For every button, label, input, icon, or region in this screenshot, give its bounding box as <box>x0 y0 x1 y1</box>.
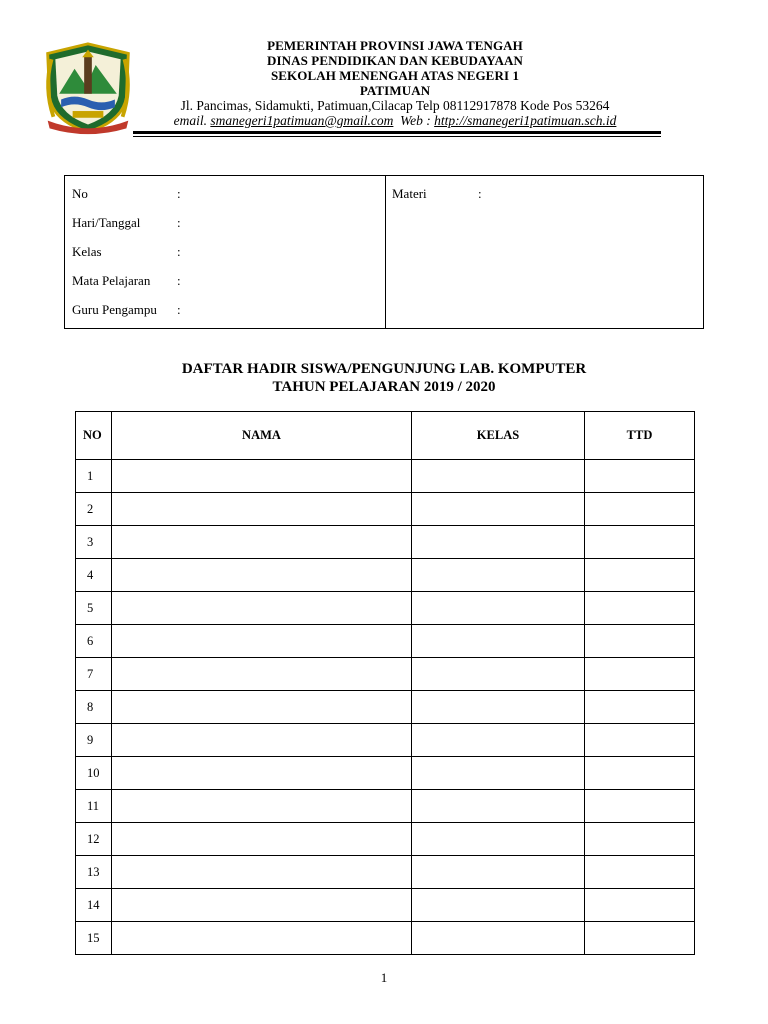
kelas-cell[interactable] <box>412 757 585 790</box>
field-materi <box>392 186 482 202</box>
nama-cell[interactable] <box>112 625 412 658</box>
header-no: NO <box>76 412 112 460</box>
kelas-cell[interactable] <box>412 691 585 724</box>
attendance-table <box>75 411 695 955</box>
row-number-cell: 9 <box>76 724 112 757</box>
letterhead-line-3: SEKOLAH MENENGAH ATAS NEGERI 1 <box>270 68 520 83</box>
kelas-cell[interactable] <box>412 724 585 757</box>
nama-cell[interactable] <box>112 922 412 955</box>
nama-cell[interactable] <box>112 592 412 625</box>
nama-cell[interactable] <box>112 856 412 889</box>
kelas-cell[interactable] <box>412 460 585 493</box>
letterhead-divider-thick <box>133 131 661 134</box>
table-row <box>76 592 695 625</box>
nama-cell[interactable] <box>112 790 412 823</box>
field-separator: : <box>177 186 181 201</box>
table-row <box>76 757 695 790</box>
table-row <box>76 724 695 757</box>
title-line-1: DAFTAR HADIR SISWA/PENGUNJUNG LAB. KOMPUTER <box>181 361 587 377</box>
row-number-cell: 12 <box>76 823 112 856</box>
row-number-cell: 5 <box>76 592 112 625</box>
nama-cell[interactable] <box>112 493 412 526</box>
header-ttd: TTD <box>585 412 695 460</box>
page-number: 1 <box>380 970 388 985</box>
row-number-cell: 4 <box>76 559 112 592</box>
kelas-cell[interactable] <box>412 493 585 526</box>
web-link[interactable]: http://smanegeri1patimuan.sch.id <box>434 113 617 128</box>
row-number-cell: 15 <box>76 922 112 955</box>
letterhead <box>130 38 660 128</box>
nama-cell[interactable] <box>112 691 412 724</box>
kelas-cell[interactable] <box>412 790 585 823</box>
info-box-divider <box>385 176 386 328</box>
header-nama: NAMA <box>112 412 412 460</box>
letterhead-line-1: PEMERINTAH PROVINSI JAWA TENGAH <box>267 38 523 53</box>
province-emblem-logo <box>40 40 136 136</box>
ttd-cell[interactable] <box>585 493 695 526</box>
field-label: Mata Pelajaran <box>72 273 151 288</box>
nama-cell[interactable] <box>112 658 412 691</box>
table-row <box>76 790 695 823</box>
kelas-cell[interactable] <box>412 625 585 658</box>
ttd-cell[interactable] <box>585 856 695 889</box>
ttd-cell[interactable] <box>585 790 695 823</box>
table-row <box>76 889 695 922</box>
field-mata-pelajaran <box>72 273 181 289</box>
kelas-cell[interactable] <box>412 889 585 922</box>
nama-cell[interactable] <box>112 724 412 757</box>
ttd-cell[interactable] <box>585 724 695 757</box>
table-row <box>76 658 695 691</box>
kelas-cell[interactable] <box>412 658 585 691</box>
table-row <box>76 823 695 856</box>
field-separator: : <box>177 215 181 230</box>
letterhead-line-4: PATIMUAN <box>359 83 431 98</box>
ttd-cell[interactable] <box>585 691 695 724</box>
table-row <box>76 493 695 526</box>
ttd-cell[interactable] <box>585 559 695 592</box>
nama-cell[interactable] <box>112 757 412 790</box>
ttd-cell[interactable] <box>585 823 695 856</box>
nama-cell[interactable] <box>112 823 412 856</box>
table-row <box>76 460 695 493</box>
email-link[interactable]: smanegeri1patimuan@gmail.com <box>210 113 394 128</box>
table-header-row <box>76 412 695 460</box>
letterhead-contact <box>130 113 660 128</box>
field-label: Guru Pengampu <box>72 302 157 317</box>
field-label: No <box>72 186 88 201</box>
attendance-table-body <box>76 460 695 955</box>
nama-cell[interactable] <box>112 460 412 493</box>
table-row <box>76 625 695 658</box>
ttd-cell[interactable] <box>585 460 695 493</box>
kelas-cell[interactable] <box>412 592 585 625</box>
table-row <box>76 922 695 955</box>
field-kelas <box>72 244 181 260</box>
field-guru-pengampu <box>72 302 181 318</box>
row-number-cell: 2 <box>76 493 112 526</box>
web-label: Web : <box>400 113 431 128</box>
email-label: email. <box>173 113 207 128</box>
row-number-cell: 3 <box>76 526 112 559</box>
header-kelas: KELAS <box>412 412 585 460</box>
field-separator: : <box>478 186 482 201</box>
nama-cell[interactable] <box>112 889 412 922</box>
nama-cell[interactable] <box>112 559 412 592</box>
kelas-cell[interactable] <box>412 922 585 955</box>
field-label: Kelas <box>72 244 102 259</box>
kelas-cell[interactable] <box>412 526 585 559</box>
ttd-cell[interactable] <box>585 658 695 691</box>
row-number-cell: 7 <box>76 658 112 691</box>
row-number-cell: 11 <box>76 790 112 823</box>
kelas-cell[interactable] <box>412 823 585 856</box>
field-hari-tanggal <box>72 215 181 231</box>
letterhead-line-2: DINAS PENDIDIKAN DAN KEBUDAYAAN <box>266 53 524 68</box>
row-number-cell: 1 <box>76 460 112 493</box>
ttd-cell[interactable] <box>585 625 695 658</box>
title-line-2: TAHUN PELAJARAN 2019 / 2020 <box>272 379 496 395</box>
attendance-title <box>64 360 704 396</box>
ttd-cell[interactable] <box>585 592 695 625</box>
field-separator: : <box>177 302 181 317</box>
table-row <box>76 856 695 889</box>
field-no <box>72 186 181 202</box>
table-row <box>76 526 695 559</box>
field-label: Materi <box>392 186 427 201</box>
table-row <box>76 559 695 592</box>
ttd-cell[interactable] <box>585 889 695 922</box>
session-info-box <box>64 175 704 329</box>
ttd-cell[interactable] <box>585 757 695 790</box>
field-separator: : <box>177 244 181 259</box>
ttd-cell[interactable] <box>585 922 695 955</box>
row-number-cell: 8 <box>76 691 112 724</box>
letterhead-address: Jl. Pancimas, Sidamukti, Patimuan,Cilacap Telp 08112917878 Kode Pos 53264 <box>180 98 610 113</box>
row-number-cell: 14 <box>76 889 112 922</box>
letterhead-divider-thin <box>133 136 661 137</box>
kelas-cell[interactable] <box>412 856 585 889</box>
field-label: Hari/Tanggal <box>72 215 141 230</box>
nama-cell[interactable] <box>112 526 412 559</box>
row-number-cell: 13 <box>76 856 112 889</box>
row-number-cell: 6 <box>76 625 112 658</box>
row-number-cell: 10 <box>76 757 112 790</box>
table-row <box>76 691 695 724</box>
kelas-cell[interactable] <box>412 559 585 592</box>
field-separator: : <box>177 273 181 288</box>
ttd-cell[interactable] <box>585 526 695 559</box>
